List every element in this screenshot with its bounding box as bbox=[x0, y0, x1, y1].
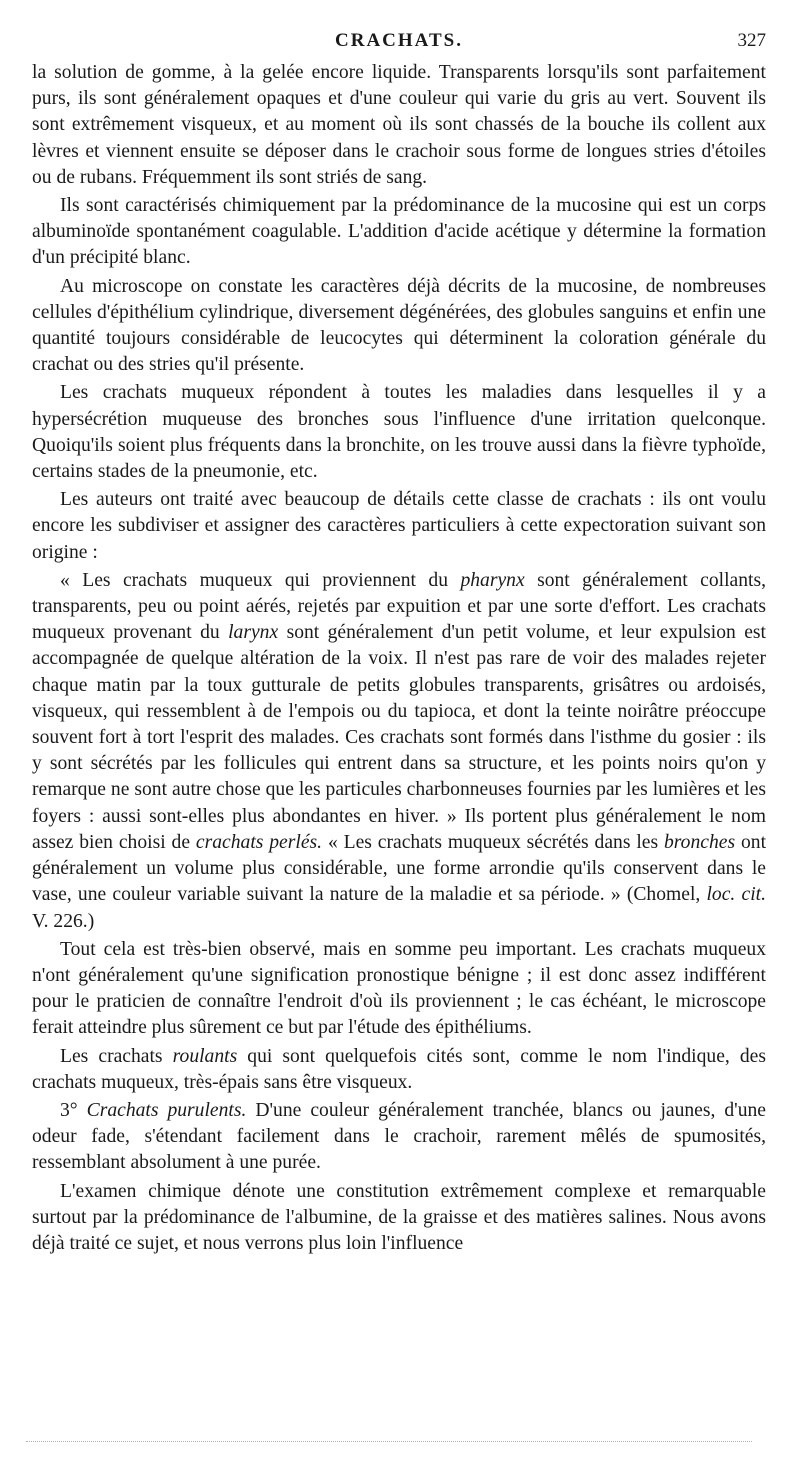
footer-divider bbox=[26, 1441, 752, 1442]
text-run: ont généralement un volume plus considérable, une forme arrondie qu'ils conservent dans le vase, une couleur variable suivant la nature de la maladie et sa période. » (Chomel, bbox=[32, 831, 767, 906]
text-run: la solution de gomme, à la gelée encore liquide. Transparents lorsqu'ils sont parfaitement purs, ils sont généralement opaques et d'une couleur qui varie du gris au vert. Souvent ils sont extrêmement visqueux, et au moment où ils sont chassés de la bouche ils collent aux lèvres et viennent ensuite se déposer dans le crachoir sous forme de longues stries d'étoiles ou de rubans. Fréquemment ils sont striés de sang. bbox=[32, 62, 766, 188]
text-run: sont généralement collants, transparents, peu ou point aérés, rejetés par expuition et par une sorte d'effort. Les crachats muqueux provenant du bbox=[32, 569, 766, 644]
text-run: qui sont quelquefois cités sont, comme le nom l'indique, des crachats muqueux, très-épais sans être visqueux. bbox=[32, 1045, 766, 1093]
text-body bbox=[32, 60, 766, 1257]
paragraph-6 bbox=[32, 568, 766, 935]
italic-term: Crachats purulents. bbox=[86, 1099, 247, 1121]
italic-term: roulants bbox=[172, 1045, 238, 1067]
page-header bbox=[32, 30, 766, 54]
italic-term: crachats perlés. bbox=[195, 831, 323, 853]
paragraph-3 bbox=[32, 274, 766, 379]
paragraph-10 bbox=[32, 1179, 766, 1258]
paragraph-1 bbox=[32, 60, 766, 191]
text-run: « Les crachats muqueux sécrétés dans les bbox=[322, 831, 664, 853]
paragraph-8 bbox=[32, 1044, 766, 1096]
text-run: L'examen chimique dénote une constitution extrêmement complexe et remarquable surtout par la prédominance de l'albumine, de la graisse et des matières salines. Nous avons déjà traité ce sujet, et nous verrons plus loin l'influence bbox=[32, 1180, 766, 1254]
text-run: « Les crachats muqueux qui proviennent du bbox=[60, 569, 461, 591]
text-run: V. 226.) bbox=[32, 910, 95, 932]
italic-term: larynx bbox=[228, 622, 279, 644]
text-run: D'une couleur généralement tranchée, blancs ou jaunes, d'une odeur fade, s'étendant facilement dans le crachoir, rarement mêlés de spumosités, ressemblant absolument à une purée. bbox=[32, 1099, 766, 1174]
italic-term: loc. cit. bbox=[706, 884, 766, 906]
running-title: CRACHATS. bbox=[335, 30, 463, 51]
page-number: 327 bbox=[737, 30, 766, 51]
book-page bbox=[32, 0, 766, 1479]
italic-term: bronches bbox=[663, 831, 736, 853]
text-run: Les crachats muqueux répondent à toutes les maladies dans lesquelles il y a hypersécrétion muqueuse des bronches sous l'influence d'une irritation quelconque. Quoiqu'ils soient plus fréquents dans la bronchite, on les trouve aussi dans la fièvre typhoïde, certains stades de la pneumonie, etc. bbox=[32, 382, 766, 483]
text-run: Les auteurs ont traité avec beaucoup de détails cette classe de crachats : ils ont voulu encore les subdiviser et assigner des caractères particuliers à cette expectoration suivant son origine : bbox=[32, 489, 766, 563]
paragraph-4 bbox=[32, 380, 766, 485]
paragraph-7 bbox=[32, 937, 766, 1042]
text-run: Ils sont caractérisés chimiquement par la prédominance de la mucosine qui est un corps albuminoïde spontanément coagulable. L'addition d'acide acétique y détermine la formation d'un précipité blanc. bbox=[32, 195, 766, 269]
paragraph-2 bbox=[32, 193, 766, 272]
text-run: 3° bbox=[60, 1099, 87, 1121]
text-run: Les crachats bbox=[60, 1045, 173, 1067]
paragraph-9 bbox=[32, 1098, 766, 1177]
italic-term: pharynx bbox=[460, 569, 525, 591]
text-run: Au microscope on constate les caractères déjà décrits de la mucosine, de nombreuses cellules d'épithélium cylindrique, diversement dégénérées, des globules sanguins et enfin une quantité toujours considérable de leucocytes qui déterminent la coloration générale du crachat ou des stries qu'il présente. bbox=[32, 275, 766, 376]
text-run: sont généralement d'un petit volume, et leur expulsion est accompagnée de quelque altération de la voix. Il n'est pas rare de voir des malades rejeter chaque matin par la toux gutturale de petits globules transparents, grisâtres ou ardoisés, visqueux, qui ressemblent à de l'empois ou du tapioca, et dont la teinte noirâtre préoccupe souvent fort à tort l'esprit des malades. Ces crachats sont formés dans l'isthme du gosier : ils y sont sécrétés par les follicules qui entrent dans sa structure, et les points noirs qu'on y remarque ne sont autre chose que les particules charbonneuses fournies par les lumières et les foyers : aussi sont-elles plus abondantes en hiver. » Ils portent plus généralement le nom assez bien choisi de bbox=[32, 622, 766, 853]
paragraph-5 bbox=[32, 487, 766, 566]
text-run: Tout cela est très-bien observé, mais en somme peu important. Les crachats muqueux n'ont généralement qu'une signification pronostique bénigne ; il est donc assez indifférent pour le praticien de connaître l'endroit d'où ils proviennent ; le cas échéant, le microscope ferait atteindre plus sûrement ce but par l'étude des épithéliums. bbox=[32, 938, 766, 1039]
